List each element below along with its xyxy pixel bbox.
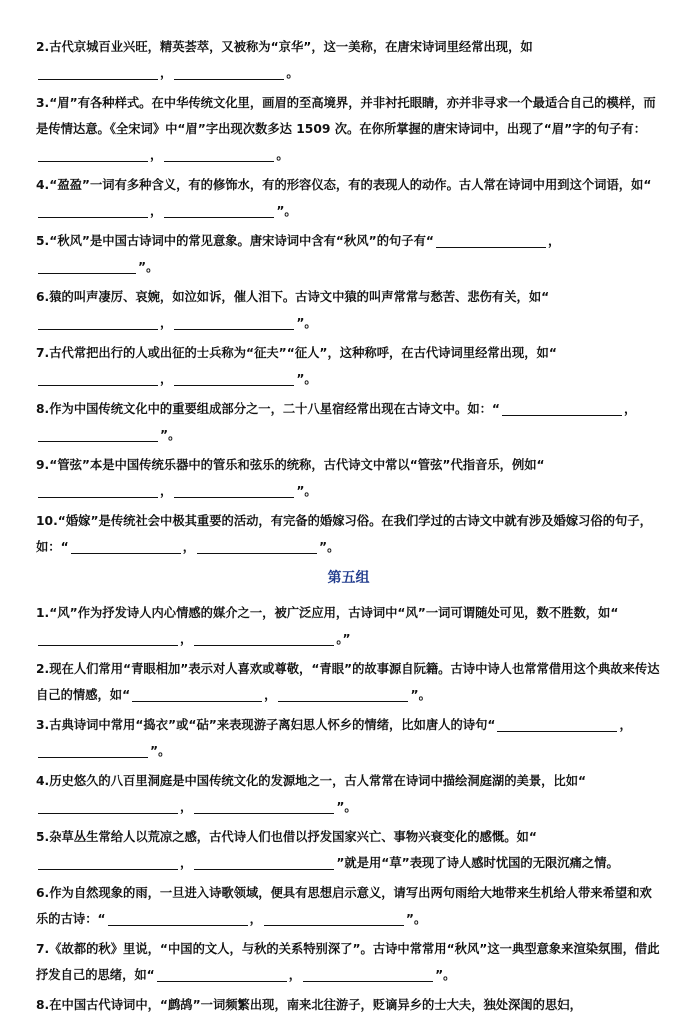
question-number: 1. xyxy=(36,606,50,620)
question-text: “管弦”本是中国传统乐器中的管乐和弦乐的统称，古代诗文中常以“管弦”代指音乐，例如“ xyxy=(49,458,545,472)
question-text: 作为自然现象的雨，一旦进入诗歌领域，便具有思想启示意义，请写出两句雨给大地带来生机给人带来希望和欢乐的古诗：“ xyxy=(36,886,652,926)
question-end: 。” xyxy=(336,632,351,646)
question-text: “盈盈”一词有多种含义，有的修饰水，有的形容仪态，有的表现人的动作。古人常在诗词中用到这个词语，如“ xyxy=(49,178,652,192)
question-5-5 xyxy=(36,824,661,876)
question-number: 4. xyxy=(36,774,50,788)
question-end: ”。 xyxy=(150,744,171,758)
question-end: ”。 xyxy=(410,688,431,702)
answer-blank[interactable] xyxy=(108,911,248,926)
answer-blank[interactable] xyxy=(38,147,148,162)
answer-blank[interactable] xyxy=(132,687,262,702)
answer-blank[interactable] xyxy=(174,483,294,498)
question-text: 古典诗词中常用“捣衣”或“砧”来表现游子离妇思人怀乡的情绪，比如唐人的诗句“ xyxy=(49,718,496,732)
question-5-8 xyxy=(36,992,661,1018)
question-4-2 xyxy=(36,34,661,86)
question-number: 8. xyxy=(36,402,50,416)
question-4-3 xyxy=(36,90,661,168)
question-text: 猿的叫声凄厉、哀婉，如泣如诉，催人泪下。古诗文中猿的叫声常常与愁苦、悲伤有关，如“ xyxy=(49,290,550,304)
question-number: 10. xyxy=(36,514,58,528)
question-4-6 xyxy=(36,284,661,336)
question-5-2 xyxy=(36,656,661,708)
question-4-5 xyxy=(36,228,661,280)
separator: ， xyxy=(150,148,163,162)
question-text: 《故都的秋》里说，“中国的文人，与秋的关系特别深了”。古诗中常常用“秋风”这一典型意象来渲染氛围，借此抒发自己的思绪，如“ xyxy=(36,942,660,982)
group5-questions xyxy=(36,600,661,1018)
question-number: 2. xyxy=(36,40,50,54)
question-text: “风”作为抒发诗人内心情感的媒介之一，被广泛应用，古诗词中“风”一词可谓随处可见，数不胜数，如“ xyxy=(49,606,619,620)
question-text: 古代京城百业兴旺，精英荟萃，又被称为“京华”，这一美称，在唐宋诗词里经常出现，如 xyxy=(49,40,533,54)
separator: ， xyxy=(264,688,277,702)
group4-questions xyxy=(36,34,661,560)
question-text: 杂草丛生常给人以荒凉之感，古代诗人们也借以抒发国家兴亡、事物兴衰变化的感慨。如“ xyxy=(49,830,537,844)
answer-blank[interactable] xyxy=(264,911,404,926)
answer-blank[interactable] xyxy=(497,717,617,732)
question-4-10 xyxy=(36,508,661,560)
answer-blank[interactable] xyxy=(174,371,294,386)
worksheet-page xyxy=(36,34,661,1022)
question-number: 9. xyxy=(36,458,50,472)
answer-blank[interactable] xyxy=(38,427,158,442)
question-text: 古代常把出行的人或出征的士兵称为“征夫”“征人”，这种称呼，在古代诗词里经常出现，如“ xyxy=(49,346,557,360)
answer-blank[interactable] xyxy=(436,233,546,248)
question-number: 7. xyxy=(36,346,50,360)
answer-blank[interactable] xyxy=(38,483,158,498)
question-5-6 xyxy=(36,880,661,932)
question-text: “秋风”是中国古诗词中的常见意象。唐宋诗词中含有“秋风”的句子有“ xyxy=(49,234,434,248)
separator: ， xyxy=(180,632,193,646)
question-text: 作为中国传统文化中的重要组成部分之一，二十八星宿经常出现在古诗文中。如：“ xyxy=(49,402,501,416)
answer-blank[interactable] xyxy=(157,967,287,982)
answer-blank[interactable] xyxy=(194,799,334,814)
question-text: “婚嫁”是传统社会中极其重要的活动，有完备的婚嫁习俗。在我们学过的古诗文中就有涉及婚嫁习俗的句子，如：“ xyxy=(36,514,652,554)
separator: ， xyxy=(180,800,193,814)
question-end: ”。 xyxy=(336,800,357,814)
question-number: 2. xyxy=(36,662,50,676)
question-end: ”。 xyxy=(435,968,456,982)
question-number: 4. xyxy=(36,178,50,192)
question-number: 3. xyxy=(36,718,50,732)
answer-blank[interactable] xyxy=(197,539,317,554)
question-4-8 xyxy=(36,396,661,448)
answer-blank[interactable] xyxy=(164,203,274,218)
question-end: ”。 xyxy=(276,204,297,218)
question-end: 。 xyxy=(276,148,289,162)
separator: ， xyxy=(624,402,637,416)
question-end: ”就是用“草”表现了诗人感时忧国的无限沉痛之情。 xyxy=(336,856,619,870)
separator: ， xyxy=(182,540,195,554)
question-number: 6. xyxy=(36,886,50,900)
answer-blank[interactable] xyxy=(164,147,274,162)
question-5-4 xyxy=(36,768,661,820)
question-end: ”。 xyxy=(319,540,340,554)
question-end: ”。 xyxy=(296,316,317,330)
question-end: ”。 xyxy=(296,484,317,498)
answer-blank[interactable] xyxy=(38,855,178,870)
question-end: ”。 xyxy=(138,260,159,274)
answer-blank[interactable] xyxy=(194,855,334,870)
question-5-7 xyxy=(36,936,661,988)
question-4-4 xyxy=(36,172,661,224)
answer-blank[interactable] xyxy=(174,65,284,80)
separator: ， xyxy=(547,234,561,248)
question-text: 在中国古代诗词中，“鹧鸪”一词频繁出现，南来北往游子，贬谪异乡的士大夫，独处深闺的思妇， xyxy=(49,998,582,1012)
answer-blank[interactable] xyxy=(502,401,622,416)
question-end: ”。 xyxy=(296,372,317,386)
answer-blank[interactable] xyxy=(278,687,408,702)
question-text: 现在人们常用“青眼相加”表示对人喜欢或尊敬，“青眼”的故事源自阮籍。古诗中诗人也常常借用这个典故来传达自己的情感，如“ xyxy=(36,662,660,702)
question-number: 5. xyxy=(36,830,50,844)
separator: ， xyxy=(180,856,193,870)
answer-blank[interactable] xyxy=(38,743,148,758)
answer-blank[interactable] xyxy=(38,259,136,274)
question-5-1 xyxy=(36,600,661,652)
separator: ， xyxy=(160,316,173,330)
question-text: “眉”有各种样式。在中华传统文化里，画眉的至高境界，并非衬托眼睛，亦并非寻求一个最适合自己的模样，而是传情达意。《全宋词》中“眉”字出现次数多达 1509 次。在你所掌握的唐宋诗词中，出现了“眉”字的句子有： xyxy=(36,96,656,136)
answer-blank[interactable] xyxy=(38,315,158,330)
section-title: 第五组 xyxy=(327,570,370,586)
separator: ， xyxy=(249,912,262,926)
separator: ， xyxy=(160,372,173,386)
question-number: 3. xyxy=(36,96,50,110)
answer-blank[interactable] xyxy=(71,539,181,554)
question-end: ”。 xyxy=(405,912,427,926)
answer-blank[interactable] xyxy=(194,631,334,646)
question-end: 。 xyxy=(286,66,299,80)
question-4-9 xyxy=(36,452,661,504)
question-4-7 xyxy=(36,340,661,392)
answer-blank[interactable] xyxy=(38,799,178,814)
answer-blank[interactable] xyxy=(174,315,294,330)
answer-blank[interactable] xyxy=(38,203,148,218)
answer-blank[interactable] xyxy=(38,631,178,646)
answer-blank[interactable] xyxy=(38,371,158,386)
separator: ， xyxy=(619,718,632,732)
question-number: 6. xyxy=(36,290,50,304)
separator: ， xyxy=(150,204,163,218)
answer-blank[interactable] xyxy=(38,65,158,80)
question-5-3 xyxy=(36,712,661,764)
question-number: 8. xyxy=(36,998,50,1012)
question-text: 历史悠久的八百里洞庭是中国传统文化的发源地之一，古人常常在诗词中描绘洞庭湖的美景，比如“ xyxy=(49,774,587,788)
separator: ， xyxy=(160,66,173,80)
question-end: ”。 xyxy=(160,428,181,442)
separator: ， xyxy=(160,484,173,498)
question-number: 7. xyxy=(36,942,50,956)
separator: ， xyxy=(288,968,302,982)
question-number: 5. xyxy=(36,234,50,248)
answer-blank[interactable] xyxy=(303,967,433,982)
